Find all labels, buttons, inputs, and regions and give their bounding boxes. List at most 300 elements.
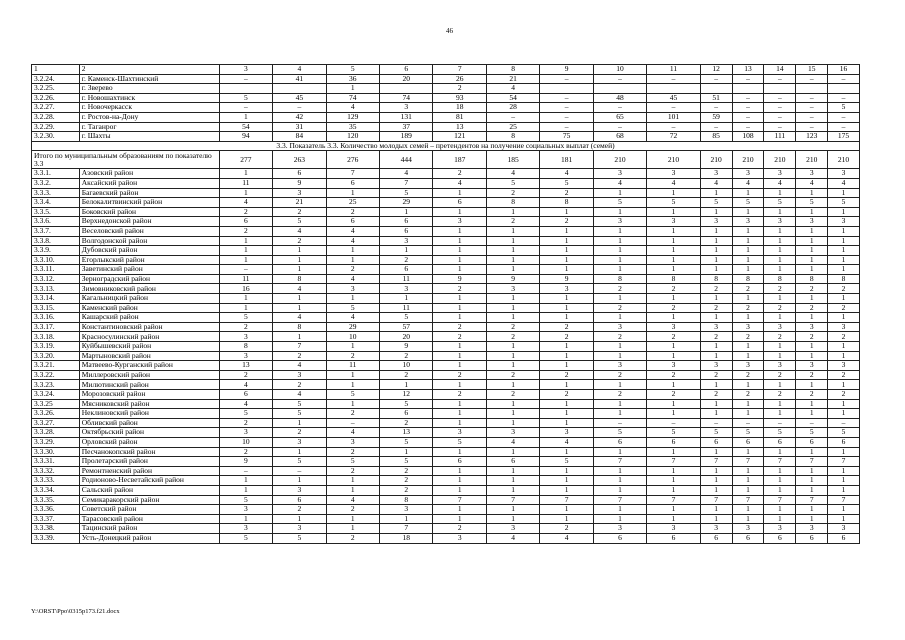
row-value: 1 [380,514,433,524]
row-value: 1 [764,255,796,265]
row-value: 2 [380,476,433,486]
row-value: 5 [380,457,433,467]
row-value: 1 [700,226,732,236]
row-value: 75 [540,132,593,142]
row-value: – [796,103,828,113]
row-value: 1 [593,399,646,409]
row-value: 3 [764,361,796,371]
row-value: 8 [764,274,796,284]
row-value: 3 [540,284,593,294]
row-value: – [486,112,539,122]
row-value: 26 [433,74,486,84]
row-value: 1 [219,169,272,179]
row-value: – [647,418,700,428]
row-value: 1 [764,476,796,486]
row-value: 1 [647,236,700,246]
row-value: 54 [486,93,539,103]
row-value: 2 [540,332,593,342]
row-value: 8 [219,342,272,352]
row-value: 6 [433,457,486,467]
row-value: 5 [647,428,700,438]
row-value: 25 [486,122,539,132]
row-value: 1 [593,485,646,495]
row-value: 1 [593,313,646,323]
row-value: 1 [540,313,593,323]
row-value: 1 [273,514,326,524]
total-value: 277 [219,151,272,169]
row-value: 65 [593,112,646,122]
row-value: 1 [433,505,486,515]
row-value: 25 [326,198,379,208]
table-row [32,112,860,122]
row-value: 1 [647,265,700,275]
row-value: 1 [486,236,539,246]
row-value: 1 [433,265,486,275]
table-row [32,399,860,409]
row-value: 1 [828,246,860,256]
row-value: 4 [700,178,732,188]
row-value: 1 [593,265,646,275]
row-name: Азовский район [79,169,219,179]
row-value: 3 [828,361,860,371]
row-value: 6 [593,533,646,543]
row-value: 2 [219,447,272,457]
row-value: 1 [219,246,272,256]
row-value: 1 [326,370,379,380]
column-number-cell: 4 [273,65,326,75]
row-value: 12 [380,390,433,400]
row-name: Пролетарский район [79,457,219,467]
row-value: 3 [486,284,539,294]
row-value: 1 [764,514,796,524]
row-name: Белокалитвинский район [79,198,219,208]
row-value: 1 [540,342,593,352]
row-value: 1 [828,255,860,265]
row-value: – [326,418,379,428]
row-value: 1 [486,476,539,486]
row-value: 6 [433,198,486,208]
row-code: 3.3.31. [32,457,80,467]
row-value: 2 [647,303,700,313]
total-value: 210 [764,151,796,169]
total-value: 210 [647,151,700,169]
row-value: 2 [326,505,379,515]
row-value: 5 [219,533,272,543]
row-value [732,84,764,94]
row-value: 1 [796,476,828,486]
row-value: 1 [796,313,828,323]
row-value: 6 [732,437,764,447]
row-value: 1 [486,246,539,256]
table-row [32,217,860,227]
row-value: 1 [732,246,764,256]
row-value: 1 [647,255,700,265]
row-value: 4 [828,178,860,188]
row-value: 5 [273,409,326,419]
row-value: 1 [732,255,764,265]
row-value: 1 [828,342,860,352]
row-value: 2 [486,188,539,198]
row-value: 1 [732,485,764,495]
row-value: 7 [732,457,764,467]
row-code: 3.3.1. [32,169,80,179]
row-value: 1 [796,351,828,361]
row-value: 4 [486,169,539,179]
row-value: 1 [326,399,379,409]
row-value: 2 [380,466,433,476]
row-value: 31 [273,122,326,132]
row-value: 6 [764,437,796,447]
row-value: 7 [486,495,539,505]
row-value: 1 [540,409,593,419]
row-value: 3 [828,217,860,227]
row-value: 1 [764,505,796,515]
row-value: 1 [433,418,486,428]
row-value: 1 [764,265,796,275]
row-value: 2 [326,533,379,543]
row-value: 1 [764,409,796,419]
row-value: 4 [486,84,539,94]
row-value: 8 [732,274,764,284]
row-value: 1 [647,226,700,236]
row-code: 3.3.33. [32,476,80,486]
row-value: 1 [433,351,486,361]
section-title-row [32,141,860,151]
footer-file-path: Y:\ORST\Ppo\0315p173.f21.docx [31,608,120,615]
row-value: 1 [433,476,486,486]
row-name: Миллеровский район [79,370,219,380]
row-value: 45 [273,93,326,103]
row-value: 5 [273,217,326,227]
row-value: 2 [647,370,700,380]
row-value: 5 [540,457,593,467]
row-value: 68 [593,132,646,142]
row-value: 2 [433,332,486,342]
row-value: 2 [540,370,593,380]
table-row [32,409,860,419]
row-code: 3.3.19. [32,342,80,352]
total-value: 181 [540,151,593,169]
row-value: 1 [647,351,700,361]
row-value: 2 [433,322,486,332]
row-value: 175 [828,132,860,142]
row-value: 2 [219,418,272,428]
row-value: 2 [796,390,828,400]
row-value: 16 [219,284,272,294]
row-value: – [732,74,764,84]
row-value: 2 [647,284,700,294]
row-value: 11 [380,274,433,284]
row-value: 1 [700,255,732,265]
row-value: – [732,103,764,113]
row-value: 1 [593,351,646,361]
row-value: 1 [647,505,700,515]
row-value: 4 [486,437,539,447]
row-value: 1 [326,380,379,390]
row-name: Заветинский район [79,265,219,275]
row-value: 72 [647,132,700,142]
row-value: 4 [273,313,326,323]
row-value: 1 [593,505,646,515]
row-value: 1 [486,342,539,352]
row-value: 7 [433,495,486,505]
row-value: 20 [380,74,433,84]
row-value: 1 [764,226,796,236]
total-value: 185 [486,151,539,169]
row-value: 2 [486,322,539,332]
row-value: 2 [380,485,433,495]
row-value: 1 [486,351,539,361]
row-value: 1 [433,447,486,457]
section-title: 3.3. Показатель 3.3. Количество молодых семей – претендентов на получение социальных выплат (семей) [32,141,860,151]
row-value: 6 [828,533,860,543]
row-name: г. Шахты [79,132,219,142]
row-value: 3 [764,322,796,332]
row-value: 85 [700,132,732,142]
row-value: 3 [764,524,796,534]
row-value: 3 [593,169,646,179]
column-number-cell: 11 [647,65,700,75]
row-value: 1 [764,188,796,198]
row-value: 5 [593,428,646,438]
row-value: 2 [219,370,272,380]
row-value: 2 [796,284,828,294]
row-value: – [219,103,272,113]
row-name: Куйбышевский район [79,342,219,352]
row-value: 6 [380,226,433,236]
table-row [32,274,860,284]
row-value: 1 [828,466,860,476]
row-value: 1 [764,466,796,476]
row-code: 3.3.32. [32,466,80,476]
row-value: 5 [219,93,272,103]
row-value: 21 [273,198,326,208]
row-value: 1 [796,246,828,256]
row-value: 1 [700,351,732,361]
row-code: 3.3.2. [32,178,80,188]
row-value: 1 [486,418,539,428]
row-value: 1 [828,476,860,486]
row-value: 1 [540,485,593,495]
row-value: 74 [326,93,379,103]
row-value: 1 [593,342,646,352]
row-value: 3 [700,361,732,371]
row-code: 3.3.20. [32,351,80,361]
row-value: – [540,122,593,132]
table-row [32,332,860,342]
row-code: 3.2.28. [32,112,80,122]
row-value: 1 [486,265,539,275]
row-value: – [647,74,700,84]
row-value: 1 [796,255,828,265]
table-row [32,122,860,132]
row-code: 3.3.35. [32,495,80,505]
column-number-cell: 14 [764,65,796,75]
row-code: 3.3.29. [32,437,80,447]
row-value: 7 [828,457,860,467]
row-value: 1 [647,399,700,409]
row-value: 4 [433,178,486,188]
row-value: 4 [326,428,379,438]
row-value: 3 [700,524,732,534]
row-value [273,84,326,94]
row-value: 1 [219,112,272,122]
column-number-cell: 7 [433,65,486,75]
table-row [32,198,860,208]
row-value: 1 [540,226,593,236]
row-value: 3 [796,524,828,534]
column-number-cell: 6 [380,65,433,75]
row-value: 7 [380,524,433,534]
row-value: 2 [732,303,764,313]
row-value: 1 [732,399,764,409]
column-number-cell: 1 [32,65,80,75]
row-value: 1 [700,294,732,304]
row-value: 3 [732,217,764,227]
row-value: 1 [540,380,593,390]
row-value: 1 [273,294,326,304]
table-row [32,428,860,438]
row-value: – [700,74,732,84]
row-value: 2 [732,390,764,400]
row-value: 21 [486,74,539,84]
row-value: 3 [647,322,700,332]
row-value: 4 [326,103,379,113]
row-value: 3 [647,169,700,179]
row-value: 57 [380,322,433,332]
row-value: 1 [700,246,732,256]
row-value: 2 [593,332,646,342]
table-row [32,265,860,275]
row-value: 2 [540,390,593,400]
row-value: 2 [326,351,379,361]
row-value: 11 [380,303,433,313]
row-value: 1 [273,255,326,265]
column-number-cell: 12 [700,65,732,75]
row-code: 3.3.9. [32,246,80,256]
row-value: 1 [796,342,828,352]
row-value: 1 [732,313,764,323]
row-value: 1 [486,380,539,390]
row-value: 1 [486,313,539,323]
table-row [32,505,860,515]
row-value: 29 [380,198,433,208]
row-value: 3 [273,524,326,534]
row-value: 4 [273,361,326,371]
row-value: 2 [486,390,539,400]
row-value: 2 [700,370,732,380]
row-value: 2 [433,284,486,294]
row-name: Дубовский район [79,246,219,256]
row-name: Милютинский район [79,380,219,390]
row-name: г. Новошахтинск [79,93,219,103]
row-value: 1 [380,447,433,457]
row-value: 5 [273,533,326,543]
row-name: г. Новочеркасск [79,103,219,113]
row-name: Зерноградский район [79,274,219,284]
row-value: 4 [486,533,539,543]
row-value: 1 [593,409,646,419]
row-value: 2 [433,524,486,534]
row-name: Егорлыкский район [79,255,219,265]
row-value: 3 [219,505,272,515]
row-value: 9 [540,274,593,284]
row-value: 1 [796,466,828,476]
row-value: 3 [732,322,764,332]
total-value: 210 [828,151,860,169]
row-code: 3.3.7. [32,226,80,236]
row-value: – [828,93,860,103]
row-value: 1 [796,514,828,524]
row-value: 1 [486,294,539,304]
row-value: 3 [593,524,646,534]
table-row [32,514,860,524]
row-value: 2 [593,284,646,294]
row-value: 59 [700,112,732,122]
row-value: 2 [828,284,860,294]
row-value: 1 [828,236,860,246]
row-value: 1 [647,342,700,352]
row-value: 2 [593,390,646,400]
row-value: 6 [380,265,433,275]
row-value: 1 [647,294,700,304]
row-value: 2 [380,255,433,265]
row-value: – [732,93,764,103]
row-value: 1 [796,505,828,515]
row-value: 20 [380,332,433,342]
row-value: 2 [700,303,732,313]
row-code: 3.2.29. [32,122,80,132]
row-name: Ремонтненский район [79,466,219,476]
row-value: 10 [380,361,433,371]
row-value: 1 [326,294,379,304]
row-code: 3.3.14. [32,294,80,304]
row-value: 1 [593,380,646,390]
row-value: 5 [219,313,272,323]
row-name: Неклиновский район [79,409,219,419]
row-name: Песчанокопский район [79,447,219,457]
table-row [32,370,860,380]
row-value: – [219,265,272,275]
table-row [32,303,860,313]
table-row [32,93,860,103]
row-name: Сальский район [79,485,219,495]
row-value: 1 [219,236,272,246]
row-value: 1 [700,313,732,323]
row-value: 1 [540,361,593,371]
table-row [32,351,860,361]
row-value: 1 [796,409,828,419]
row-value: 1 [486,303,539,313]
row-value: 6 [219,217,272,227]
row-code: 3.3.21. [32,361,80,371]
row-code: 3.3.28. [32,428,80,438]
row-value: 1 [700,476,732,486]
row-value: 1 [540,418,593,428]
column-number-cell: 2 [79,65,219,75]
total-value: 263 [273,151,326,169]
row-value: 1 [219,303,272,313]
row-name: Кагальницкий район [79,294,219,304]
row-value: 1 [828,380,860,390]
row-value: 3 [486,524,539,534]
row-value: – [540,112,593,122]
row-value: 1 [433,409,486,419]
row-value: 1 [700,399,732,409]
row-value: 1 [540,265,593,275]
row-value: 1 [326,514,379,524]
column-number-cell: 16 [828,65,860,75]
